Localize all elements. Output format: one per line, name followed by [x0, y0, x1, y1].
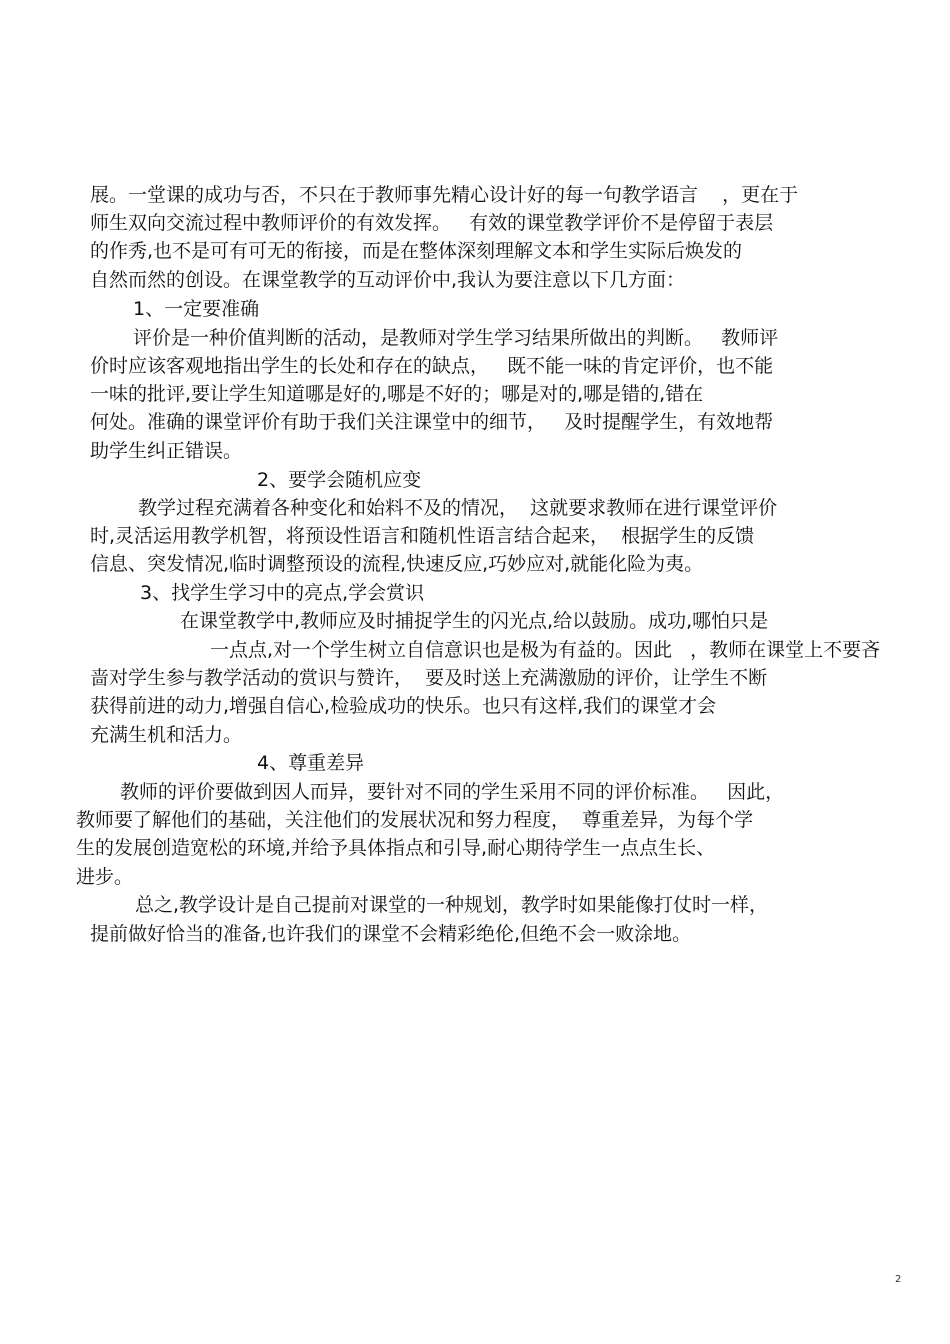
paragraph-line: 何处。准确的课堂评价有助于我们关注课堂中的细节， 及时提醒学生，有效地帮 — [90, 411, 774, 433]
paragraph-line: 教师要了解他们的基础，关注他们的发展状况和努力程度， 尊重差异，为每个学 — [76, 809, 754, 831]
paragraph-line: 评价是一种价值判断的活动，是教师对学生学习结果所做出的判断。 教师评 — [133, 327, 779, 349]
section-heading: 3、找学生学习中的亮点,学会赏识 — [140, 582, 425, 604]
paragraph-line: 获得前进的动力,增强自信心,检验成功的快乐。也只有这样,我们的课堂才会 — [90, 695, 717, 717]
paragraph-line: 价时应该客观地指出学生的长处和存在的缺点， 既不能一味的肯定评价，也不能 — [90, 355, 774, 377]
paragraph-line: 充满生机和活力。 — [90, 724, 243, 746]
paragraph-line: 提前做好恰当的准备,也许我们的课堂不会精彩绝伦,但绝不会一败涂地。 — [90, 923, 692, 945]
paragraph-line: 自然而然的创设。在课堂教学的互动评价中,我认为要注意以下几方面： — [90, 269, 686, 291]
paragraph-line: 时,灵活运用教学机智，将预设性语言和随机性语言结合起来， 根据学生的反馈 — [90, 525, 755, 547]
paragraph-line: 师生双向交流过程中教师评价的有效发挥。 有效的课堂教学评价不是停留于表层 — [90, 212, 774, 234]
paragraph-line: 一味的批评,要让学生知道哪是好的,哪是不好的；哪是对的,哪是错的,错在 — [90, 383, 704, 405]
section-heading: 1、一定要准确 — [133, 298, 260, 320]
paragraph-line: 一点点,对一个学生树立自信意识也是极为有益的。因此 ，教师在课堂上不要吝 — [210, 639, 881, 661]
paragraph-line: 啬对学生参与教学活动的赏识与赞许， 要及时送上充满激励的评价，让学生不断 — [90, 667, 768, 689]
paragraph-line: 进步。 — [76, 866, 134, 888]
paragraph-line: 教学过程充满着各种变化和始料不及的情况， 这就要求教师在进行课堂评价 — [138, 497, 778, 519]
paragraph-line: 教师的评价要做到因人而异，要针对不同的学生采用不同的评价标准。 因此， — [120, 781, 785, 803]
paragraph-line: 信息、突发情况,临时调整预设的流程,快速反应,巧妙应对,就能化险为夷。 — [90, 553, 704, 575]
paragraph-line: 在课堂教学中,教师应及时捕捉学生的闪光点,给以鼓励。成功,哪怕只是 — [180, 610, 769, 632]
paragraph-line: 助学生纠正错误。 — [90, 440, 243, 462]
paragraph-line: 的作秀,也不是可有可无的衔接，而是在整体深刻理解文本和学生实际后焕发的 — [90, 240, 743, 262]
section-heading: 4、尊重差异 — [257, 752, 365, 774]
page-number: 2 — [895, 1274, 902, 1285]
paragraph-line: 生的发展创造宽松的环境,并给予具体指点和引导,耐心期待学生一点点生长、 — [76, 837, 716, 859]
section-heading: 2、要学会随机应变 — [257, 469, 422, 491]
paragraph-line: 展。一堂课的成功与否，不只在于教师事先精心设计好的每一句教学语言 ，更在于 — [90, 184, 799, 206]
paragraph-line: 总之,教学设计是自己提前对课堂的一种规划，教学时如果能像打仗时一样， — [135, 894, 769, 916]
